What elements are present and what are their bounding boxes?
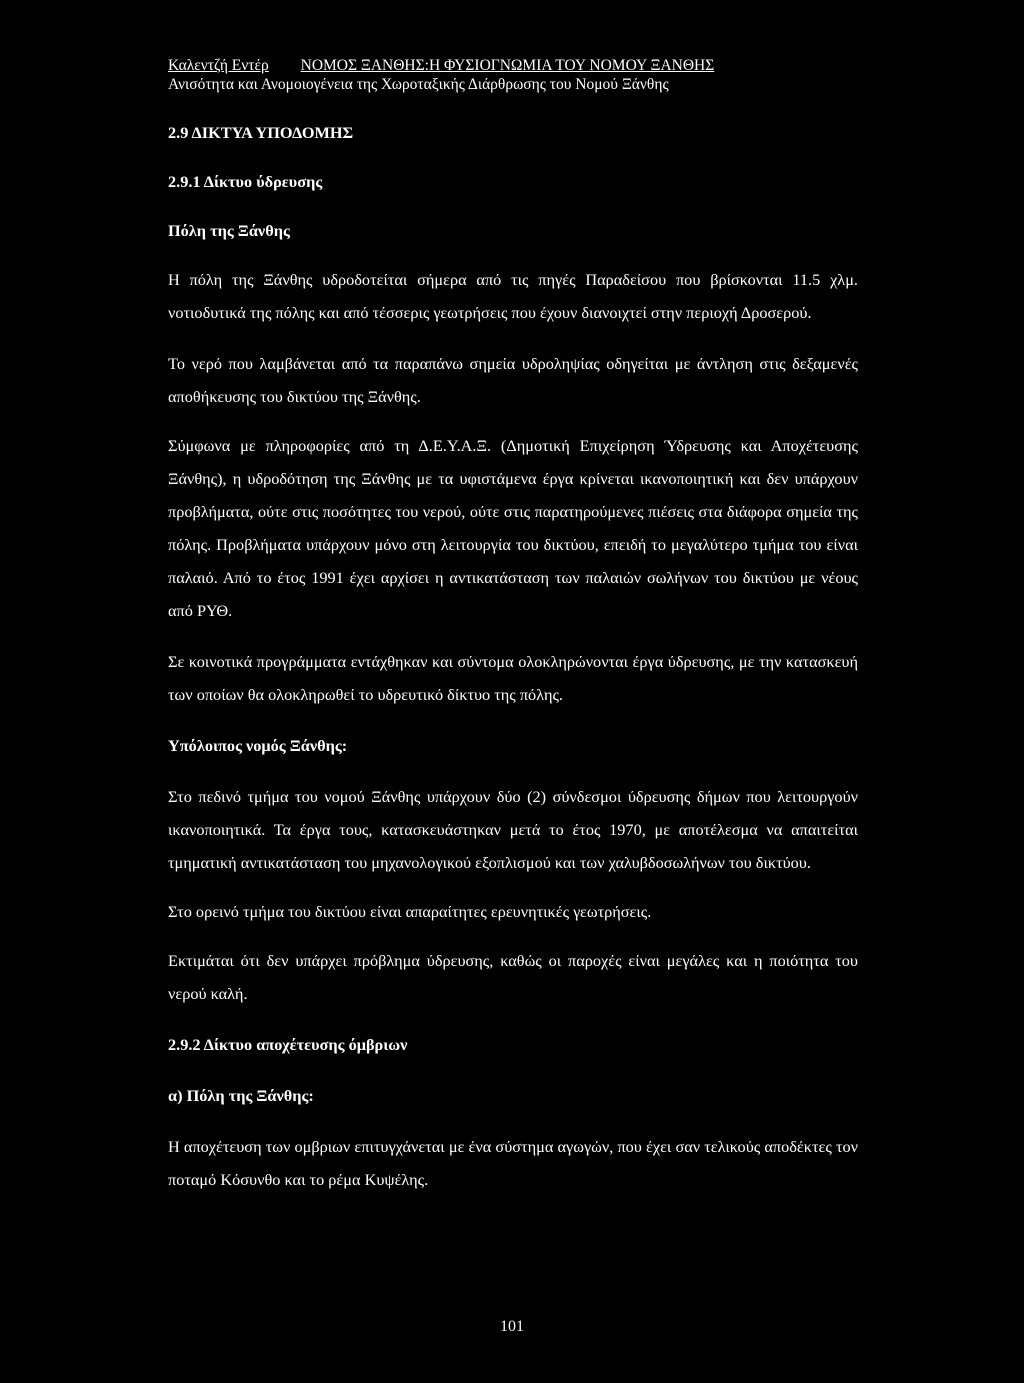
running-header — [168, 56, 868, 94]
heading-2-9-2: 2.9.2 Δίκτυο αποχέτευσης όμβριων — [168, 1035, 408, 1054]
paragraph-eu-programs: Σε κοινοτικά προγράμματα εντάχθηκαν και σύντομα ολοκληρώνονται έργα ύδρευσης, με την κατασκευή των οποίων θα ολοκληρωθεί το υδρευτικό δίκτυο της πόλης. — [168, 652, 858, 704]
paragraph-lowland: Στο πεδινό τμήμα του νομού Ξάνθης υπάρχουν δύο (2) σύνδεσμοι ύδρευσης δήμων που λειτουργούν ικανοποιητικά. Τα έργα τους, κατασκευάστηκαν μετά το έτος 1970, με αποτέλεσμα να απαιτείται τμηματική αντικατάσταση του μηχανολογικού εξοπλισμού και των χαλυβδοσωλήνων του δικτύου. — [168, 787, 858, 872]
header-title: ΝΟΜΟΣ ΞΑΝΘΗΣ:Η ΦΥΣΙΟΓΝΩΜΙΑ ΤΟΥ ΝΟΜΟΥ ΞΑΝΘΗΣ — [300, 57, 715, 74]
header-subtitle: Ανισότητα και Ανομοιογένεια της Χωροταξικής Διάρθρωσης του Νομού Ξάνθης — [168, 76, 669, 93]
paragraph-pumping: Το νερό που λαμβάνεται από τα παραπάνω σημεία υδροληψίας οδηγείται με άντληση στις δεξαμενές αποθήκευσης του δικτύου της Ξάνθης. — [168, 354, 858, 406]
heading-city: Πόλη της Ξάνθης — [168, 221, 290, 240]
page-body — [168, 116, 858, 1196]
heading-city-a: α) Πόλη της Ξάνθης: — [168, 1086, 314, 1105]
header-author: Καλεντζή Εντέρ — [168, 57, 269, 74]
heading-2-9: 2.9 ΔΙΚΤΥΑ ΥΠΟΔΟΜΗΣ — [168, 123, 354, 142]
paragraph-deyax: Σύμφωνα με πληροφορίες από τη Δ.Ε.Υ.Α.Ξ. (Δημοτική Επιχείρηση Ύδρευσης και Αποχέτευσης Ξάνθης), η υδροδότηση της Ξάνθης με τα υφιστάμενα έργα κρίνεται ικανοποιητική και δεν υπάρχουν προβλήματα, ούτε στις ποσότητες του νερού, ούτε στις παρατηρούμενες πιέσεις στα διάφορα σημεία της πόλης. Προβλήματα υπάρχουν μόνο στη λειτουργία του δικτύου, επειδή το μεγαλύτερο τμήμα του είναι παλαιό. Από το έτος 1991 έχει αρχίσει η αντικατάσταση των παλαιών σωλήνων του δικτύου με νέους από ΡΥΘ. — [168, 436, 858, 620]
page-number: 101 — [500, 1318, 524, 1335]
paragraph-mountain: Στο ορεινό τμήμα του δικτύου είναι απαραίτητες ερευνητικές γεωτρήσεις. — [168, 902, 652, 921]
paragraph-stormwater: Η αποχέτευση των ομβριων επιτυγχάνεται με ένα σύστημα αγωγών, που έχει σαν τελικούς αποδέκτες τον ποταμό Κόσυνθο και το ρέμα Κυψέλης. — [168, 1137, 858, 1189]
paragraph-water-sources: Η πόλη της Ξάνθης υδροδοτείται σήμερα από τις πηγές Παραδείσου που βρίσκονται 11.5 χλμ. νοτιοδυτικά της πόλης και από τέσσερις γεωτρήσεις που έχουν διανοιχτεί στην περιοχή Δροσερού. — [168, 270, 858, 322]
heading-rest-prefecture: Υπόλοιπος νομός Ξάνθης: — [168, 736, 348, 755]
paragraph-estimate: Εκτιμάται ότι δεν υπάρχει πρόβλημα ύδρευσης, καθώς οι παροχές είναι μεγάλες και η ποιότητα του νερού καλή. — [168, 951, 858, 1003]
header-row — [168, 56, 868, 75]
heading-2-9-1: 2.9.1 Δίκτυο ύδρευσης — [168, 172, 323, 191]
